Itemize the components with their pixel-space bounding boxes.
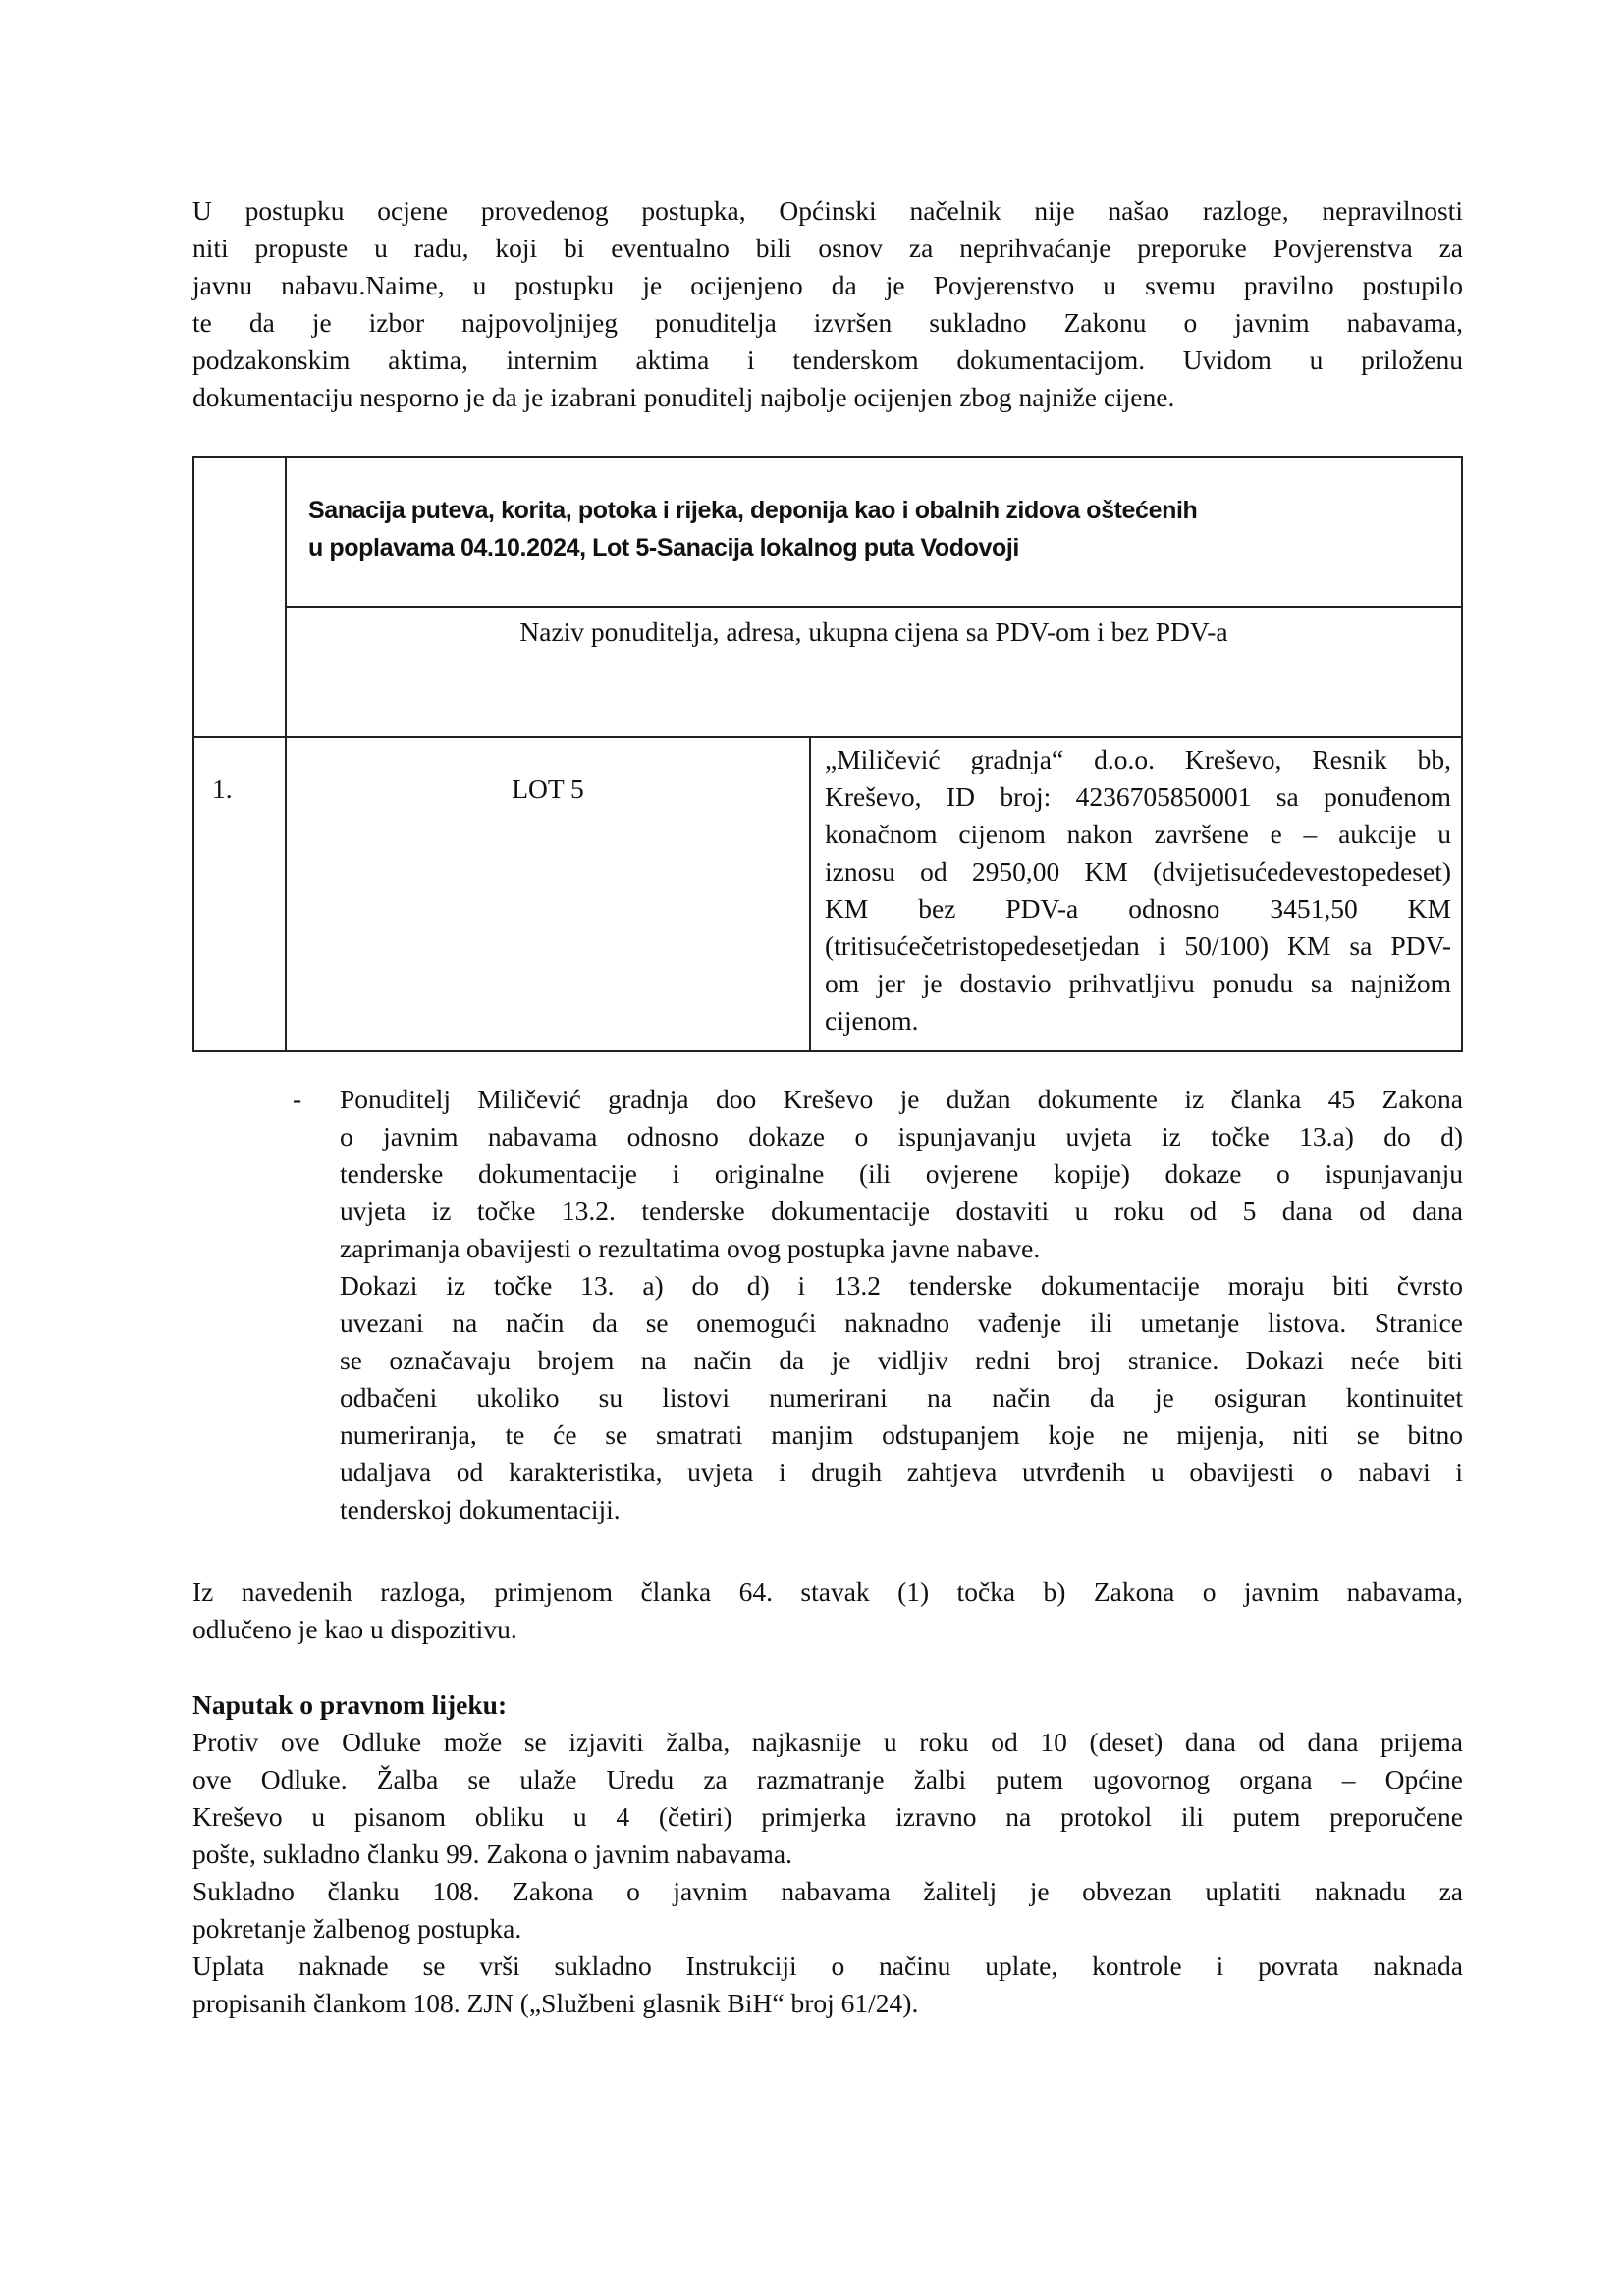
text-line: te da je izbor najpovoljnijeg ponuditelja izvršen sukladno Zakonu o javnim nabavama,	[192, 307, 1463, 338]
intro-paragraph	[192, 192, 1463, 416]
text-line: Dokazi iz točke 13. a) do d) i 13.2 tenderske dokumentacije moraju biti čvrsto	[340, 1270, 1463, 1301]
row-number: 1.	[212, 774, 233, 804]
bullet-paragraph	[340, 1081, 1463, 1528]
row-description	[825, 741, 1451, 1040]
table-title-line: u poplavama 04.10.2024, Lot 5-Sanacija lokalnog puta Vodovoji	[308, 534, 1019, 561]
text-line: propisanih člankom 108. ZJN („Službeni glasnik BiH“ broj 61/24).	[192, 1988, 919, 2018]
conclusion-paragraph	[192, 1574, 1463, 1648]
text-line: Iz navedenih razloga, primjenom članka 64. stavak (1) točka b) Zakona o javnim nabavama,	[192, 1576, 1463, 1607]
table-col-divider	[285, 456, 287, 1052]
table-border-bottom	[192, 1050, 1463, 1052]
bid-table	[192, 456, 1463, 1052]
table-border-top	[192, 456, 1463, 458]
text-line: (tritisućečetristopedesetjedan i 50/100) KM sa PDV-	[825, 931, 1451, 961]
text-line: ove Odluke. Žalba se ulaže Uredu za razmatranje žalbi putem ugovornog organa – Općine	[192, 1764, 1463, 1794]
text-line: U postupku ocjene provedenog postupka, Općinski načelnik nije našao razloge, nepravilnosti	[192, 195, 1463, 226]
table-row-divider	[285, 606, 1463, 608]
text-line: odlučeno je kao u dispozitivu.	[192, 1614, 517, 1644]
legal-remedy-heading: Naputak o pravnom lijeku:	[192, 1689, 508, 1720]
row-lot: LOT 5	[512, 774, 584, 804]
table-col-divider	[809, 736, 811, 1052]
text-line: Sukladno članku 108. Zakona o javnim nabavama žalitelj je obvezan uplatiti naknadu za	[192, 1876, 1463, 1906]
text-line: dokumentaciju nesporno je da je izabrani ponuditelj najbolje ocijenjen zbog najniže cijene.	[192, 382, 1175, 412]
table-border-right	[1461, 456, 1463, 1052]
text-line: cijenom.	[825, 1005, 919, 1036]
table-title-line: Sanacija puteva, korita, potoka i rijeka, deponija kao i obalnih zidova oštećenih	[308, 497, 1198, 524]
text-line: iznosu od 2950,00 KM (dvijetisućedevestopedeset)	[825, 856, 1451, 886]
bullet-marker: -	[293, 1084, 302, 1114]
text-line: konačnom cijenom nakon završene e – aukcije u	[825, 819, 1451, 849]
text-line: udaljava od karakteristika, uvjeta i drugih zahtjeva utvrđenih u obavijesti o nabavi i	[340, 1457, 1463, 1487]
text-line: tenderskoj dokumentaciji.	[340, 1494, 621, 1524]
text-line: Kreševo u pisanom obliku u 4 (četiri) primjerka izravno na protokol ili putem preporučene	[192, 1801, 1463, 1832]
text-line: zaprimanja obavijesti o rezultatima ovog postupka javne nabave.	[340, 1233, 1041, 1263]
text-line: om jer je dostavio prihvatljivu ponudu sa najnižom	[825, 968, 1451, 998]
text-line: pokretanje žalbenog postupka.	[192, 1913, 522, 1944]
legal-remedy-text	[192, 1724, 1463, 2022]
text-line: uvezani na način da se onemogući naknadno vađenje ili umetanje listova. Stranice	[340, 1308, 1463, 1338]
table-title	[308, 492, 1457, 566]
text-line: javnu nabavu.Naime, u postupku je ocijenjeno da je Povjerenstvo u svemu pravilno postupilo	[192, 270, 1463, 300]
text-line: Ponuditelj Miličević gradnja doo Kreševo je dužan dokumente iz članka 45 Zakona	[340, 1084, 1463, 1114]
table-row-divider	[192, 736, 1463, 738]
text-line: tenderske dokumentacije i originalne (ili ovjerene kopije) dokaze o ispunjavanju	[340, 1158, 1463, 1189]
text-line: o javnim nabavama odnosno dokaze o ispunjavanju uvjeta iz točke 13.a) do d)	[340, 1121, 1463, 1151]
text-line: uvjeta iz točke 13.2. tenderske dokumentacije dostaviti u roku od 5 dana od dana	[340, 1196, 1463, 1226]
text-line: „Miličević gradnja“ d.o.o. Kreševo, Resnik bb,	[825, 744, 1451, 774]
text-line: KM bez PDV-a odnosno 3451,50 KM	[825, 893, 1451, 924]
table-subheader: Naziv ponuditelja, adresa, ukupna cijena sa PDV-om i bez PDV-a	[519, 616, 1228, 647]
text-line: Kreševo, ID broj: 4236705850001 sa ponuđenom	[825, 781, 1451, 812]
text-line: numeriranja, te će se smatrati manjim odstupanjem koje ne mijenja, niti se bitno	[340, 1419, 1463, 1450]
text-line: podzakonskim aktima, internim aktima i tenderskom dokumentacijom. Uvidom u priloženu	[192, 345, 1463, 375]
text-line: se označavaju brojem na način da je vidljiv redni broj stranice. Dokazi neće biti	[340, 1345, 1463, 1375]
text-line: niti propuste u radu, koji bi eventualno bili osnov za neprihvaćanje preporuke Povjerenstva za	[192, 233, 1463, 263]
table-border-left	[192, 456, 194, 1052]
text-line: pošte, sukladno članku 99. Zakona o javnim nabavama.	[192, 1839, 792, 1869]
text-line: Protiv ove Odluke može se izjaviti žalba, najkasnije u roku od 10 (deset) dana od dana prijema	[192, 1727, 1463, 1757]
text-line: Uplata naknade se vrši sukladno Instrukciji o načinu uplate, kontrole i povrata naknada	[192, 1950, 1463, 1981]
text-line: odbačeni ukoliko su listovi numerirani na način da je osiguran kontinuitet	[340, 1382, 1463, 1413]
